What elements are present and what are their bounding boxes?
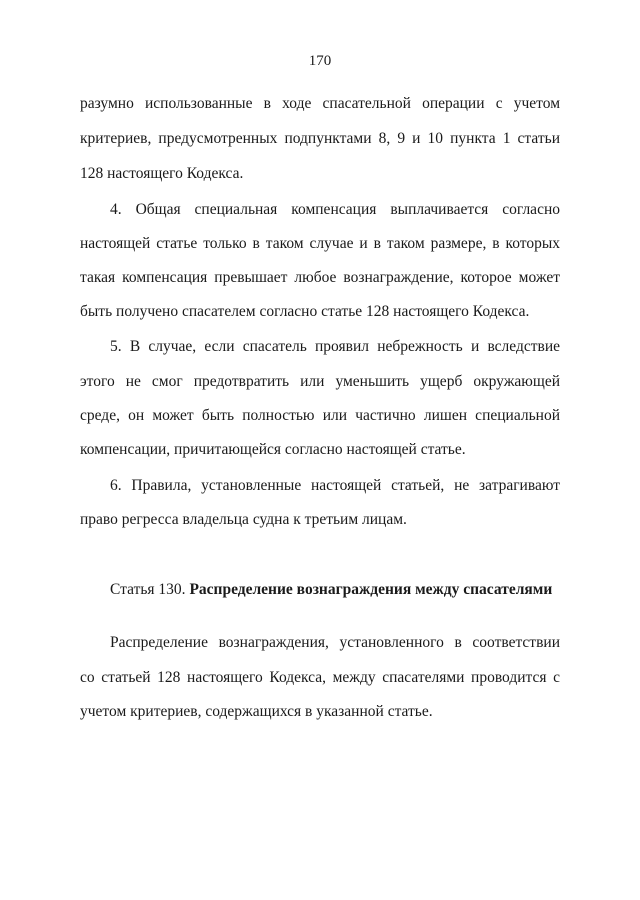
- body-line: настоящей статье только в таком случае и в таком размере, в которых: [80, 235, 560, 252]
- body-line: 4. Общая специальная компенсация выплачивается согласно: [110, 201, 560, 218]
- body-line: 128 настоящего Кодекса.: [80, 165, 244, 182]
- body-line: этого не смог предотвратить или уменьшить ущерб окружающей: [80, 373, 560, 390]
- page-number: 170: [308, 53, 332, 69]
- body-line: разумно использованные в ходе спасательной операции с учетом: [80, 95, 560, 112]
- body-line: учетом критериев, содержащихся в указанной статье.: [80, 703, 433, 720]
- article-label: Статья 130.: [110, 581, 190, 598]
- body-line: критериев, предусмотренных подпунктами 8, 9 и 10 пункта 1 статьи: [80, 130, 560, 147]
- body-line: право регресса владельца судна к третьим лицам.: [80, 511, 407, 528]
- body-line: такая компенсация превышает любое вознаграждение, которое может: [80, 269, 560, 286]
- body-line: быть получено спасателем согласно статье 128 настоящего Кодекса.: [80, 303, 530, 320]
- body-line: 5. В случае, если спасатель проявил небрежность и вследствие: [110, 338, 560, 355]
- body-line: со статьей 128 настоящего Кодекса, между спасателями проводится с: [80, 669, 560, 686]
- body-line: компенсации, причитающейся согласно настоящей статье.: [80, 441, 466, 458]
- body-line: среде, он может быть полностью или частично лишен специальной: [80, 407, 560, 424]
- article-heading: [110, 580, 560, 600]
- article-title: Распределение вознаграждения между спасателями: [189, 581, 553, 598]
- body-line: 6. Правила, установленные настоящей статьей, не затрагивают: [110, 477, 560, 494]
- body-line: Распределение вознаграждения, установленного в соответствии: [110, 634, 560, 651]
